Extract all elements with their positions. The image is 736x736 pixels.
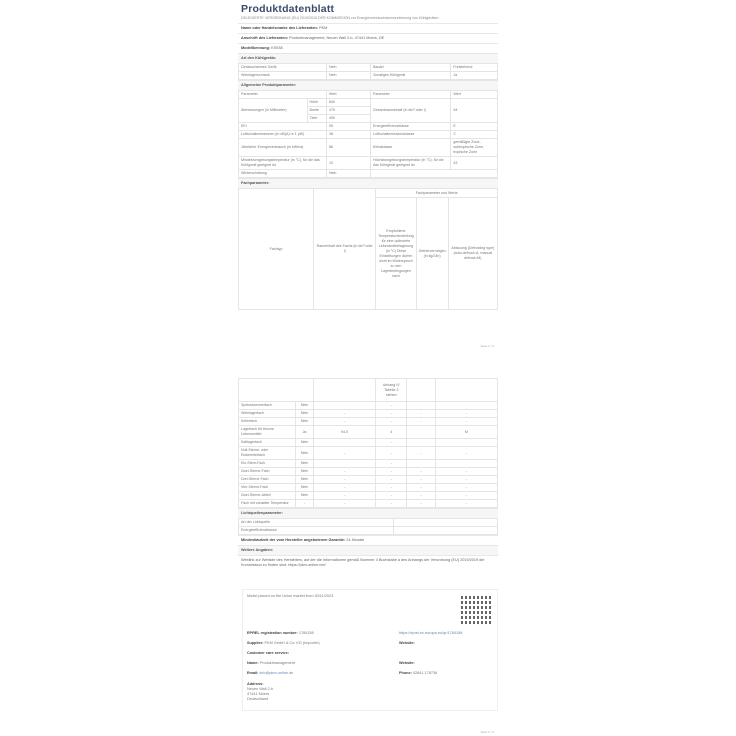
table-row: EEI 95 Energieeffizienzklasse E	[239, 123, 498, 131]
datasheet-page-1	[238, 0, 498, 350]
table-row: Luftschallemissionen (in dB(A) re 1 pW) 38 Luftschallemissionsklasse C	[239, 131, 498, 139]
table-header-row: Anhang IV Tabelle 3 stehen	[239, 379, 498, 402]
customer-care-heading: Customer care service:	[247, 651, 289, 655]
compartment-header-table	[238, 188, 498, 310]
address-value: Produktmanagement, Neuen Wall 2-b, 47441 Moers, DE	[289, 36, 385, 40]
light-table	[238, 518, 498, 535]
table-row: Weinlagerschrank Nein Sonstiges Kühlgerät Ja	[239, 72, 498, 80]
table-header-row: Parameter Wert Parameter Wert	[239, 91, 498, 99]
light-section-heading: Lichtquellenparameter:	[238, 508, 498, 518]
warranty-row: Mindestlaufzeit der vom Hersteller angebotenen Garantie: 24 Monate	[238, 535, 498, 545]
table-row: Drei-Sterne-Fach Nein - - - -	[239, 476, 498, 484]
table-row: Null-Sterne- oder Eisbereiterfach Nein - - - -	[239, 447, 498, 460]
table-row: Geräuscharmes Gerät Nein Bauart Freistehend	[239, 64, 498, 72]
phone-row: Phone: 02841 178736	[399, 671, 438, 675]
table-row: Lagerfach für frische Lebensmittel Ja 94,0 4 M	[239, 426, 498, 439]
table-row: Jährlicher Energieverbrauch (in kWh/a) 86 Klimaklasse gemäßigte Zone, subtropische Zone, tropische Zone	[239, 139, 498, 157]
email-row: Email: info@pkm-online.de	[247, 671, 294, 675]
table-header-row: Empfohlene Temperatureinstellung für eine optimierte Lebensmittellagerung (in °C) Diese Einstellungen dürfen nicht im Widerspruch zu den Lagerbedingungen nach Gefriervermögen (in kg/24h) Abtauung (Defrosting type) (auto-defrost=A, manual defrost=M)	[239, 198, 498, 310]
eprel-info-box	[242, 589, 498, 711]
table-row: Energieeffizienzklasse	[239, 527, 498, 535]
regulation-subtitle: DELEGIERTE VERORDNUNG (EU) 2019/2016 DER KOMMISSION zur Energieverbrauchskennzeichnung von Kühlgeräten	[241, 16, 439, 20]
general-section-heading: Allgemeine Produktparameter:	[238, 80, 498, 90]
table-row: Abmessungen (in Millimeter) Höhe 840 Gesamtrauminhalt (in dm³ oder l) 94	[239, 99, 498, 107]
page-title: Produktdatenblatt	[241, 3, 335, 15]
table-row: Weinlagerfach Nein - - - -	[239, 410, 498, 418]
supplier-row: Supplier: PKM GmbH & Co. KG (Importer)	[247, 641, 320, 645]
address-row: Anschrift des Lieferanten: Produktmanagement, Neuen Wall 2-b, 47441 Moers, DE	[238, 33, 498, 43]
table-row: Zwei-Sterne-Abteil Nein - - - -	[239, 492, 498, 500]
eprel-link[interactable]: https://eprel.ec.europa.eu/qr/1784158	[399, 631, 463, 635]
market-placement-text: Model placed on the Union market from 30/11/2023.	[247, 594, 335, 598]
table-row: Zwei-Sterne-Fach Nein - - - -	[239, 468, 498, 476]
more-info-text: Weblink zur Website des Herstellers, auf der die Informationen gemäß Nummer 4 Buchstabe a des Anhangs der Verordnung (EU) 2019/2019 der Kommission zu finden sind: https://pkm-online.net/	[238, 555, 498, 570]
table-row: Art der Lichtquelle	[239, 519, 498, 527]
table-header-row: Fachtyp Rauminhalt des Fachs (in dm³ oder l) Fachparameter und Werte	[239, 189, 498, 198]
compartment-table	[238, 378, 498, 508]
type-section-heading: Art des Kühlgeräts:	[238, 53, 498, 63]
more-info-heading: Weitere Angaben:	[238, 545, 498, 555]
table-row: Kellerfach Nein - - - -	[239, 418, 498, 426]
model-row: Modellkennung: KS938	[238, 43, 498, 53]
table-row: Ein-Stern-Fach Nein -	[239, 460, 498, 468]
website-row: Website:	[399, 641, 415, 645]
table-row: Breite 475	[239, 107, 498, 115]
general-table	[238, 90, 498, 178]
table-row: Fach mit variabler Temperatur - - - - -	[239, 500, 498, 508]
supplier-value: PKM	[319, 26, 328, 30]
page-number-2: Seite 2 / 2	[480, 730, 494, 734]
supplier-row: Name oder Handelsmarke des Lieferanten: PKM	[238, 23, 498, 33]
model-value: KS938	[271, 46, 283, 50]
qr-code-icon[interactable]	[461, 596, 491, 626]
type-table	[238, 63, 498, 80]
table-row: Winterschaltung Nein	[239, 170, 498, 178]
table-row: Vier-Sterne-Fach Nein - - - -	[239, 484, 498, 492]
address-block: Address: Neuen Wall 2-b 47441 Moers Deutschland	[247, 682, 274, 701]
table-row: Mindestumgebungstemperatur (in °C), für die das Kühlgerät geeignet ist 10 Höchstumgebungstemperatur (in °C), für die das Kühlgerät geeignet ist 43	[239, 157, 498, 170]
warranty-value: 24 Monate	[346, 538, 365, 542]
email-link[interactable]: info@pkm-online.de	[259, 671, 294, 675]
website2-row: Website:	[399, 661, 415, 665]
eprel-reg-row: EPREL registration number: 1784158	[247, 631, 314, 635]
table-row: Speisekammerfach Nein -	[239, 402, 498, 410]
table-row: Kaltlagerfach Nein -	[239, 439, 498, 447]
name-row: Name: Produktmanagement	[247, 661, 295, 665]
table-row: Tiefe 450	[239, 115, 498, 123]
page-number: Seite 1 / 2	[480, 344, 494, 348]
compartment-section-heading: Fachparameter:	[238, 178, 498, 188]
